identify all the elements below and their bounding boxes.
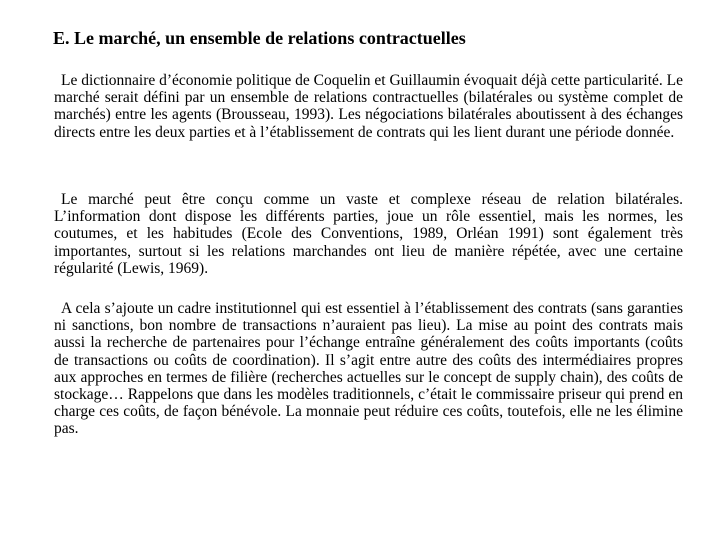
paragraph-2: Le marché peut être conçu comme un vaste et complexe réseau de relation bilatérales. L’information dont dispose les différents parties, joue un rôle essentiel, mais les normes, les coutumes, et les habitudes (Ecole des Conventions, 1989, Orléan 1991) sont également très importantes, surtout si les relations marchandes ont lieu de manière répétée, avec une certaine régularité (Lewis, 1969). (54, 191, 683, 277)
paragraph-3: A cela s’ajoute un cadre institutionnel qui est essentiel à l’établissement des contrats (sans garanties ni sanctions, bon nombre de transactions n’auraient pas lieu). La mise au point des contrats mais aussi la recherche de partenaires pour l’échange entraîne généralement des coûts importants (coûts de transactions ou coûts de coordination). Il s’agit entre autre des coûts des intermédiaires propres aux approches en termes de filière (recherches actuelles sur le concept de supply chain), des coûts de stockage… Rappelons que dans les modèles traditionnels, c’était le commissaire priseur qui prend en charge ces coûts, de façon bénévole. La monnaie peut réduire ces coûts, toutefois, elle ne les élimine pas. (54, 300, 683, 438)
section-heading: E. Le marché, un ensemble de relations contractuelles (53, 28, 466, 48)
paragraph-1: Le dictionnaire d’économie politique de Coquelin et Guillaumin évoquait déjà cette particularité. Le marché serait défini par un ensemble de relations contractuelles (bilatérales ou système complet de marchés) entre les agents (Brousseau, 1993). Les négociations bilatérales aboutissent à des échanges directs entre les deux parties et à l’établissement de contrats qui les lient durant une période donnée. (54, 72, 683, 141)
